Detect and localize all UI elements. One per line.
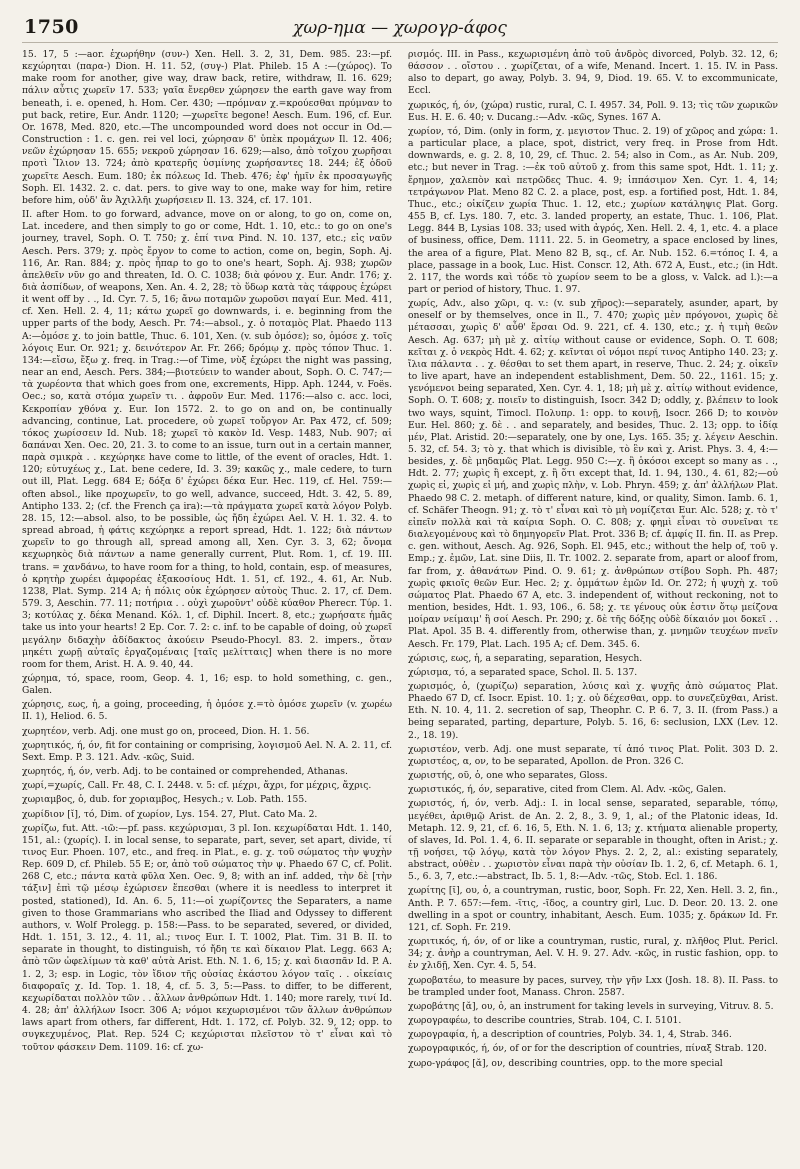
dictionary-entry: II. after Hom. to go forward, advance, move on or along, to go on, come on, Lat. incedere, and then simply to go or come, Hdt. 1. 10, etc.: to go on one's journey, travel, Soph. O. T. 750; χ. ἐπί τινα Pind. N. 10. 137, etc.; εἰς ναῦν Aesch. Pers. 379; χ. πρὸς ἔργον to come to action, come on, begin, Soph. Aj. 116, Ar. Ran. 884; χ. πρὸς ἧπαρ to go to one's heart, Soph. Aj. 938; χωρῶν ἀπελθεῖν νῦν go and threaten, Id. O. C. 1038; διὰ φόνου χ. Eur. Andr. 176; χ. διὰ ἀσπίδων, of weapons, Xen. An. 4. 2, 28; τὸ ὕδωρ κατὰ τὰς τάφρους ἐχώρει it went off by . ., Id. Cyr. 7. 5, 16; ἄνω ποταμῶν χωροῦσι παγαί Eur. Med. 411, cf. Xen. Hell. 2. 4, 11; κάτω χωρεῖ go downwards, i. e. beginning from the upper parts of the body, Aesch. Pr. 74:—absol., χ. ὁ ποταμὸς Plat. Phaedo 113 A:—ὁμόσε χ. to join battle, Thuc. 6. 101, Xen. (v. sub ὁμόσε); so, ὁμόσε χ. τοῖς λόγοις Eur. Or. 921; χ. δεινότερον Ar. Fr. 266; δρόμῳ χ. πρὸς τόπον Thuc. 1. 134:—εἴσω, ἔξω χ. freq. in Trag.:—of Time, νὺξ ἐχώρει the night was passing, near an end, Aesch. Pers. 384;—βιοτεύειν to wander about, Soph. O. C. 747;—τὰ χωρέοντα that which goes from one, excrements, Hipp. Aph. 1244, v. Foës. Oec.; so, κατὰ στόμα χωρεῖν τι. . ἀφροῦν Eur. Med. 1176:—also c. acc. loci, Κεκροπίαν χθόνα χ. Eur. Ion 1572. 2. to go on and on, be continually advancing, continue, Lat. procedere, οὐ χωρεῖ τοὔργον Ar. Pax 472, cf. 509; τόκος χωρίσσειν Id. Nub. 18; χωρεῖ τὸ κακὸν Id. Vesp. 1483, Nub. 907; αἱ δαπάναι Xen. Oec. 20, 21. 3. to come to an issue, turn out in a certain manner, παρὰ σμικρὰ . . κεχώρηκε have come to little, of the event of oracles, Hdt. 1. 120; εὐτυχέως χ., Lat. bene cedere, Id. 3. 39; κακῶς χ., male cedere, to turn out ill, Plat. Legg. 684 E; δόξα δ' ἐχώρει δέκα Eur. Hec. 119, cf. Hel. 759:—often absol., like προχωρεῖν, to go well, advance, succeed, Hdt. 3. 42, 5. 89, Antipho 133. 2; (cf. the French ça ira):—τὰ πράγματα χωρεῖ κατὰ λόγον Polyb. 28. 15, 12:—absol. also, to be possible, ὡς ἤδη ἐχώρει Ael. V. H. 1. 32. 4. to spread abroad, ἡ φάτις κεχώρηκε a report spread, Hdt. 1. 122; διὰ πάντων χωρεῖν to go through all, spread among all, Xen. Cyr. 3. 3, 62; ὄνομα κεχωρηκὸς διὰ πάντων a name generally current, Plut. Rom. 1, cf. 19. III. trans. = χανδάνω, to have room for a thing, to hold, contain, esp. of measures, ὁ κρητὴρ χωρέει ἀμφορέας ἑξακοσίους Hdt. 1. 51, cf. 192., 4. 61, Ar. Nub. 1238, Plat. Symp. 214 A; ἡ πόλις οὐκ ἐχώρησεν αὐτοὺς Thuc. 2. 17, cf. Dem. 579. 3, Aeschin. 77. 11; ποτήρια . . οὐχὶ χωροῦντ' οὐδὲ κύαθον Pherecr. Τύρ. 1. 3; κοτύλας χ. δέκα Menand. Κόλ. 1, cf. Diphil. Incert. 8, etc.; χωρήσατε ἡμᾶς take us into your hearts! 2 Ep. Cor. 7. 2: c. inf. to be capable of doing, οὐ χωρεῖ μεγάλην διδαχὴν ἀδίδακτος ἀκούειν Pseudo-Phocyl. 83. 2. impers., ὅταν μηκέτι χωρῇ αὐταῖς ἐργαζομέναις [ταῖς μελίτταις] when there is no more room for them, Arist. H. A. 9. 40, 44. <box>22 209 392 670</box>
dictionary-entry: χωρογραφία, ἡ, a description of countries, Polyb. 34. 1, 4, Strab. 346. <box>408 1029 732 1041</box>
dictionary-entry: χωρίον, τό, Dim. (only in form, χ. μεγιστον Thuc. 2. 19) of χῶρος and χώρα: 1. a particular place, a place, spot, district, very freq. in Prose from Hdt. downwards, e. g. 2. 8, 10, 29, cf. Thuc. 2. 54; also in Com., as Ar. Nub. 209, etc.; but never in Trag. :—ἐκ τοῦ αὐτοῦ χ. from this same spot, Hdt. 1. 11; χ. ἔρημον, χαλεπὸν καὶ πετρῶδες Thuc. 4. 9; ἱππάσιμον Xen. Cyr. 1. 4, 14; τετράγωνον Plat. Meno 82 C. 2. a place, post, esp. a fortified post, Hdt. 1. 84, Thuc., etc.; οἰκίζειν χωρία Thuc. 1. 12, etc.; χωρίων κατάληψις Plat. Gorg. 455 B, cf. Lys. 180. 7, etc. 3. landed property, an estate, Thuc. 1. 106, Plat. Legg. 844 B, Lysias 108. 33; used with ἀγρός, Xen. Hell. 2. 4, 1, etc. 4. a place of business, office, Dem. 1111. 22. 5. in Geometry, a space enclosed by lines, the area of a figure, Plat. Meno 82 B, sq., cf. Ar. Nub. 152. 6.=τόπος I. 4, a place, passage in a book, Luc. Hist. Conscr. 12, Ath. 672 A, Eust., etc.; (in Hdt. 2. 117, the words καὶ τόδε τὸ χωρίον seem to be a gloss, v. Valck. ad l.):—a part or period of history, Thuc. 1. 97. <box>408 125 778 295</box>
dictionary-entry: ρισμός. III. in Pass., κεχωρισμένη ἀπὸ τοῦ ἀνδρὸς divorced, Polyb. 32. 12, 6; θάσσον . . οἴστου . . χωρίζεται, of a wife, Menand. Incert. 1. 15. IV. in Pass. also to depart, go away, Polyb. 3. 94, 9, Diod. 19. 65. V. to excommunicate, Eccl. <box>408 49 778 97</box>
dictionary-entry: χωρο-γράφος [ᾰ], ον, describing countries, opp. to the more special <box>408 1057 723 1069</box>
page-number: 1750 <box>24 16 79 38</box>
dictionary-entry: 15. 17, 5 :—aor. ἐχωρήθην (συν-) Xen. Hell. 3. 2, 31, Dem. 985. 23:—pf. κεχώρηται (παρα-) Dion. H. 11. 52, (συγ-) Plat. Phileb. 15 A :—(χώρος). To make room for another, give way, draw back, retire, withdraw, Il. 16. 629; πάλιν αὖτις χωρεῖν 17. 533; γαῖα ἔνερθεν χώρησεν the earth gave way from beneath, i. e. opened, h. Hom. Cer. 430; —πρόμναν χ.=κρούεσθαι πρύμναν to put back, retire, Eur. Andr. 1120; —χωρεῖτε begone! Aesch. Eum. 196, cf. Eur. Or. 1678, Med. 820, etc.—The uncompounded word does not occur in Od.—Construction : 1. c. gen. rei vel loci, χώρησαν δ' ὑπὲκ προμάχων Il. 12. 406; νεῶν ἐχώρησαν 15. 655; νεκροῦ χώρησαν 16. 629;—also, ἀπὸ τοῖχου χωρῆσαι πρoτὶ Ἴλιον 13. 724; ἀπὸ κρατερῆς ὑσμίνης χωρήσαντες 18. 244; ἐξ ὁδοῦ χωρεῖτε Aesch. Eum. 180; ἐκ πόλεως Id. Theb. 476; ἐφ' ἡμῖν ἐκ προσαγωγῆς Soph. El. 1432. 2. c. dat. pers. to give way to one, make way for him, retire before him, οὐδ' ἂν Ἀχιλλῆι χωρήσειεν Il. 13. 324, cf. 17. 101. <box>22 49 392 206</box>
left-column <box>22 49 392 1159</box>
right-column <box>408 49 778 1159</box>
headword-range: χωρ-ηµα — χωρογρ-άφος <box>293 18 507 38</box>
dictionary-entry: χωρίτης [ῑ], ου, ὁ, a countryman, rustic, boor, Soph. Fr. 22, Xen. Hell. 3. 2, fin., Anth. P. 7. 657:—fem. -ῖτις, -ῖδος, a country girl, Luc. D. Deor. 20. 13. 2. one dwelling in a spot or country, inhabitant, Aesch. Eum. 1035; χ. δράκων Id. Fr. 121, cf. Soph. Fr. 219. <box>408 885 778 933</box>
running-head <box>22 14 778 43</box>
dictionary-entry: χωριστικός, ή, όν, separative, cited from Clem. Al. Adv. -κῶς, Galen. <box>408 784 727 796</box>
dictionary-entry: χωριστέον, verb. Adj. one must separate, τί ἀπό τινος Plat. Polit. 303 D. 2. χωριστέος, α, ον, to be separated, Apollon. de Pron. 326 C. <box>408 743 778 767</box>
dictionary-entry: χωρητός, ή, όν, verb. Adj. to be contained or comprehended, Athanas. <box>22 766 348 778</box>
dictionary-entry: χωροβατέω, to measure by paces, survey, τὴν γῆν Lxx (Josh. 18. 8). II. Pass. to be trampled under foot, Manass. Chron. 2587. <box>408 974 778 998</box>
dictionary-entry: χώρημα, τό, space, room, Geop. 4. 1, 16; esp. to hold something, c. gen., Galen. <box>22 672 392 697</box>
dictionary-entry: χωρητέον, verb. Adj. one must go on, proceed, Dion. H. 1. 56. <box>22 725 310 737</box>
dictionary-entry: χώρισμα, τό, a separated space, Schol. Il. 5. 137. <box>408 666 638 678</box>
dictionary-entry: χωρίζω, fut. Att. -ιῶ:—pf. pass. κεχώρισμαι, 3 pl. Ion. κεχωρίδαται Hdt. 1. 140, 151, al.: (χωρίς). I. in local sense, to separate, part, sever, set apart, divide, τί τινος Eur. Phoen. 107, etc., and freq. in Plat., e. g. χ. τοῦ σώματος τὴν ψυχὴν Rep. 609 D, cf. Phileb. 55 E; or, ἀπὸ τοῦ σώματος τὴν ψ. Phaedo 67 C, cf. Polit. 268 C, etc.; πάντα κατὰ φῦλα Xen. Oec. 9, 8; with an inf. added, τὴν δὲ [τὴν τάξιν] ἐπὶ τῷ μέσῳ ἐχώρισεν ἕπεσθαι (where it is needless to interpret it posted, stationed), Id. An. 6. 5, 11:—οἱ χωρίζοντες the Separaters, a name given to those Grammarians who ascribed the Iliad and Odyssey to different authors, v. Wolf Prolegg. p. 158:—Pass. to be separated, severed, or divided, Hdt. 1. 151, 3. 12., 4. 11, al.; τινος Eur. I. T. 1002, Plat. Tim. 31 B. II. to separate in thought, to distinguish, τό ἤδη τε καὶ δίκαιον Plat. Legg. 663 A; ἀπὸ τῶν ὠφελίμων τὰ καθ' αὑτὰ Arist. Eth. N. 1. 6, 15; χ. καὶ διασπᾶν Id. P. A. 1. 2, 3; esp. in Logic, τὸν ἴδιον τῆς οὐσίας ἑκάστου λόγον ταῖς . . οἰκείαις διαφοραῖς χ. Id. Top. 1. 18, 4, cf. 5. 3, 5:—Pass. to differ, to be different, κεχωρίδαται πολλὸν τῶν . . ἄλλων ἀνθρώπων Hdt. 1. 140; more rarely, τινί Id. 4. 28; ἀπ' ἀλλήλων Isocr. 306 A; νόμοι κεχωρισμένοι τῶν ἄλλων ἀνθρώπων laws apart from others, far different, Hdt. 1. 172, cf. Polyb. 32. 9, 12; opp. to συγκεχυμένος, Plat. Rep. 524 C; κεχώρισται πλεῖστον τὸ τ' εἶναι καὶ τὸ τοῦτον φάσκειν Dem. 1109. 16: cf. χω- <box>22 822 392 1053</box>
dictionary-entry: χωριαμβος, ὁ, dub. for χοριαμβος, Hesych.; v. Lob. Path. 155. <box>22 794 308 806</box>
dictionary-entry: χωρογραφέω, to describe countries, Strab. 104, C. I. 5101. <box>408 1015 682 1027</box>
dictionary-entry: χωρί,=χωρίς, Call. Fr. 48, C. I. 2448. v. 5: cf. μέχρι, ἄχρι, for μέχρις, ἄχρις. <box>22 780 372 792</box>
dictionary-entry: χωριστός, ή, όν, verb. Adj.: I. in local sense, separated, separable, τόπῳ, μεγέθει, ἀριθμῷ Arist. de An. 2. 2, 8., 3. 9, 1, al.; of the Platonic ideas, Id. Metaph. 12. 9, 21, cf. 6. 16, 5, Eth. N. 1. 6, 13; χ. κτήματα alienable property, of slaves, Id. Pol. 1. 4, 6. II. separate or separable in thought, often in Arist.; χ. τῇ νοήσει, τῷ λόγῳ, κατὰ τὸν λόγον Phys. 2. 2, 2, al.: existing separately, abstract, οὐθὲν . . χωριστὸν εἶναι παρὰ τὴν οὐσίαν Ib. 1. 2, 6, cf. Metaph. 6. 1, 5., 6. 3, 7, etc.:—abstract, Ib. 5. 1, 8:—Adv. -τῶς, Stob. Ecl. 1. 186. <box>408 798 778 883</box>
dictionary-entry: χωρίδιον [ῐ], τό, Dim. of χωρίον, Lys. 154. 27, Plut. Cato Ma. 2. <box>22 808 318 820</box>
dictionary-entry: χωριστής, οῦ, ὁ, one who separates, Gloss. <box>408 770 608 782</box>
dictionary-entry: χωρητικός, ή, όν, fit for containing or comprising, λογισμοῦ Ael. N. A. 2. 11, cf. Sext. Emp. P. 3. 121. Adv. -κῶς, Suid. <box>22 739 392 763</box>
dictionary-entry: χώρισις, εως, ἡ, a separating, separation, Hesych. <box>408 652 643 664</box>
dictionary-entry: χωροβάτης [ᾰ], ου, ὁ, an instrument for taking levels in surveying, Vitruv. 8. 5. <box>408 1000 774 1012</box>
dictionary-entry: χωρικός, ή, όν, (χώρα) rustic, rural, C. I. 4957. 34, Poll. 9. 13; τὶς τῶν χωρικῶν Eus. H. E. 6. 40; v. Ducang.:—Adv. -κῶς, Synes. 167 A. <box>408 99 778 123</box>
dictionary-entry: χωρισμός, ὁ, (χωρίζω) separation, λύσις καὶ χ. ψυχῆς ἀπὸ σώματος Plat. Phaedo 67 D, cf. Isocr. Epist. 10. 1; χ. οὐ δέχεσθαι, opp. to συνεζεῦχθαι, Arist. Eth. N. 10. 4, 11. 2. secretion of sap, Theophr. C. P. 6. 7, 3. II. (from Pass.) a being separated, parting, departure, Polyb. 5. 16, 6: seclusion, LXX (Lev. 12. 2., 18. 19). <box>408 680 778 741</box>
dictionary-entry: χωρίς, Adv., also χῶρι, q. v.: (v. sub χῆρος):—separately, asunder, apart, by oneself or by themselves, once in Il., 7. 470; χωρὶς μὲν πρόγονοι, χωρὶς δὲ μέτασσαι, χωρὶς δ' αὖθ' ἕρσαι Od. 9. 221, cf. 4. 130, etc.; χ. ἡ τιμὴ θεῶν Aesch. Ag. 637; μὴ μὲ χ. αἰτίῳ without cause or evidence, Soph. O. T. 608; κεῖται χ. ὁ νεκρὸς Hdt. 4. 62; χ. κεῖνται οἱ νόμοι περί τινος Antipho 140. 23; χ. ἴλια πάλαντα . . χ. θέσθαι to set them apart, in reserve, Thuc. 2. 24; χ. οἰκεῖν to live apart, have an independent establishment, Dem. 50. 22., 1161. 15; χ. γενόμενοι being separated, Xen. Cyr. 4. 1, 18; μὴ μὲ χ. αἰτίῳ without evidence, Soph. O. T. 608; χ. ποιεῖν to distinguish, Isocr. 342 D; oddly, χ. βλέπειν to look two ways, squint, Timocl. Πολυπρ. 1: opp. to κοινῇ, Isocr. 266 D; to κοινὸν Eur. Hel. 860; χ. δὲ . . and separately, and besides, Thuc. 2. 13; opp. to ἰδίᾳ μέν, Plat. Aristid. 20:—separately, one by one, Lys. 165. 35; χ. λέγειν Aeschin. 5. 32, cf. 54. 3; τὸ χ. that which is divisible, τὸ ἓν καὶ χ. Arist. Phys. 3. 4, 4:—besides, χ. δὲ μηδαμῶς Plat. Legg. 950 C:—χ. ἢ ὁκόσοι except so many as . ., Hdt. 2. 77; χωρὶς ἢ except, χ. ἢ ὅτι except that, Id. 1. 94, 130., 4. 61, 82;—οὐ χωρὶς εἰ, χωρὶς εἰ μή, and χωρὶς πλὴν, v. Lob. Phryn. 459; χ. ἀπ' ἀλλήλων Plat. Phaedo 98 C. 2. metaph. of different nature, kind, or quality, Simon. Iamb. 6. 1, cf. Schäfer Theogn. 91; χ. τὸ τ' εἶναι καὶ τὸ μὴ νομίζεται Eur. Alc. 528; χ. τὸ τ' εἰπεῖν πολλὰ καὶ τὰ καίρια Soph. O. C. 808; χ. φημὶ εἶναι τὸ συνεῖναι τε διαλεγομένους καὶ τὸ δημηγορεῖν Plat. Prot. 336 B; cf. ἀμφίς II. fin. II. as Prep. c. gen. without, Aesch. Ag. 926, Soph. El. 945, etc.; without the help of, τοῦ γ. Emp.; χ. ἐμῶν, Lat. sine Diis, Il. Tr. 1002. 2. separate from, apart or aloof from, far from, χ. ἀθανάτων Pind. O. 9. 61; χ. ἀνθρώπων στίβου Soph. Ph. 487; χωρὶς φκιοῖς θεῶν Eur. Hec. 2; χ. ὀμμάτων ἐμῶν Id. Or. 272; ἡ ψυχὴ χ. τοῦ σώματος Plat. Phaedo 67 A, etc. 3. independent of, without reckoning, not to mention, besides, Hdt. 1. 93, 106., 6. 58; χ. τε γένους οὐκ ἐστιν ὅτῳ μείζονα μοίραν νείμαιμ' ἢ σοί Aesch. Pr. 290; χ. δὲ τῆς δόξης οὐδὲ δίκαιόν μοι δοκεῖ . . Plat. Apol. 35 B. 4. differently from, otherwise than, χ. μνημῶν τευχέων πνεῖν Aesch. Fr. 179, Plat. Lach. 195 A; cf. Dem. 345. 6. <box>408 298 778 650</box>
columns <box>22 49 778 1159</box>
dictionary-entry: χωριτικός, ή, όν, of or like a countryman, rustic, rural, χ. πλῆθος Plut. Pericl. 34; χ. ἀνὴρ a countryman, Ael. V. H. 9. 27. Adv. -κῶς, in rustic fashion, opp. to ἐν χλιδῇ, Xen. Cyr. 4. 5, 54. <box>408 936 778 972</box>
dictionary-entry: χωρογραφικός, ή, όν, of or for the description of countries, πίναξ Strab. 120. <box>408 1043 767 1055</box>
dictionary-entry: χώρησις, εως, ἡ, a going, proceeding, ἡ ὁμόσε χ.=τὸ ὁμόσε χωρεῖν (v. χωρέω II. 1), Heliod. 6. 5. <box>22 699 392 723</box>
